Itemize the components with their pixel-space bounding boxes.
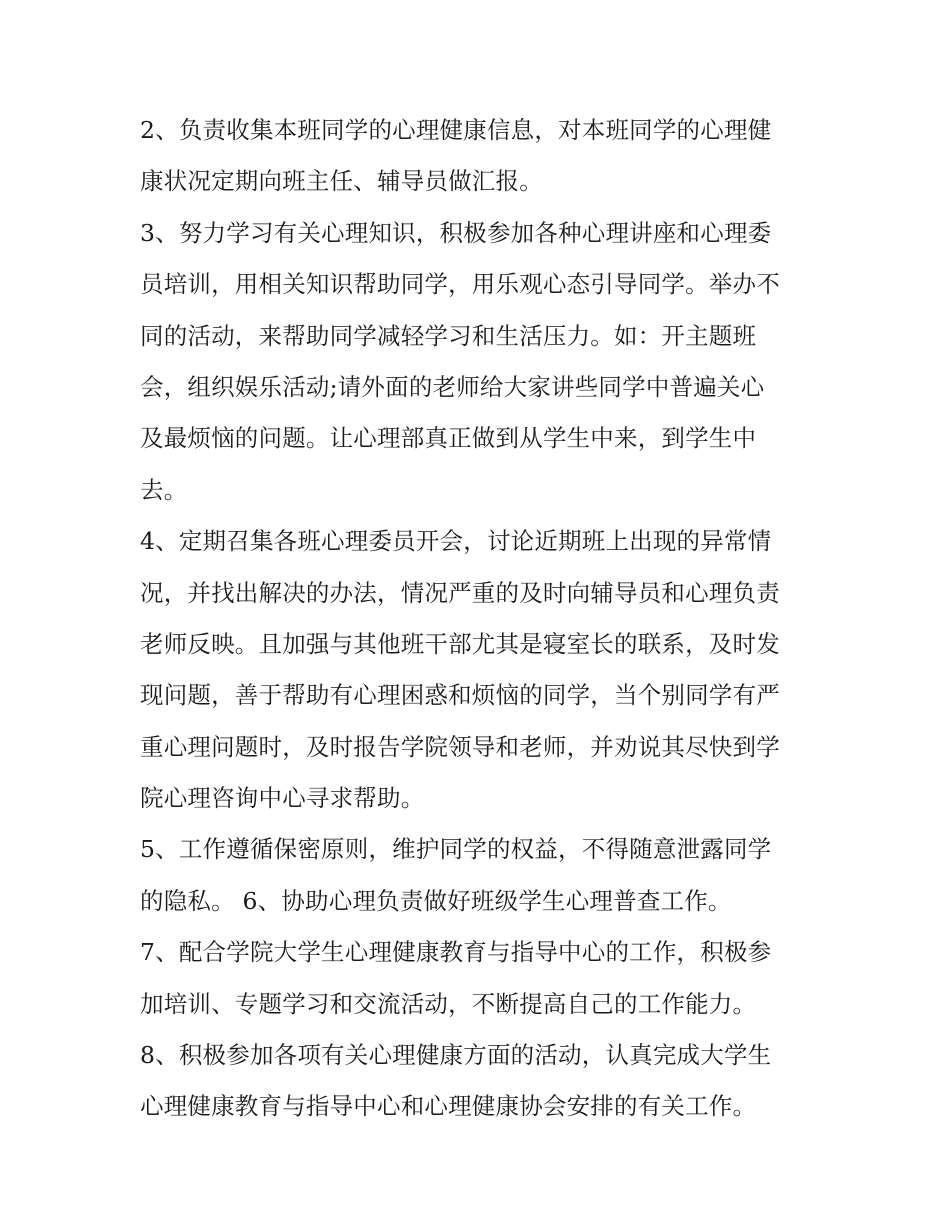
text-line: 的隐私。 6、协助心理负责做好班级学生心理普查工作。: [140, 886, 732, 915]
text-line: 心理健康教育与指导中心和心理健康协会安排的有关工作。: [140, 1092, 757, 1121]
text-line: 老师反映。且加强与其他班干部尤其是寝室长的联系，及时发: [140, 629, 780, 658]
text-line: 康状况定期向班主任、辅导员做汇报。: [140, 167, 543, 196]
text-line: 2、负责收集本班同学的心理健康信息，对本班同学的心理健: [140, 116, 772, 144]
text-line: 5、工作遵循保密原则，维护同学的权益，不得随意泄露同学: [140, 835, 772, 864]
text-line: 及最烦恼的问题。让心理部真正做到从学生中来，到学生中: [140, 424, 757, 453]
text-line: 7、配合学院大学生心理健康教育与指导中心的工作，积极参: [140, 938, 772, 967]
text-line: 况，并找出解决的办法，情况严重的及时向辅导员和心理负责: [140, 578, 780, 607]
text-line: 会，组织娱乐活动;请外面的老师给大家讲些同学中普遍关心: [140, 372, 765, 401]
text-line: 8、积极参加各项有关心理健康方面的活动，认真完成大学生: [140, 1041, 772, 1070]
text-line: 同的活动，来帮助同学减轻学习和生活压力。如：开主题班: [140, 321, 757, 350]
text-line: 加培训、专题学习和交流活动，不断提高自己的工作能力。: [140, 989, 757, 1018]
text-line: 现问题，善于帮助有心理困惑和烦恼的同学，当个别同学有严: [140, 681, 780, 710]
text-line: 去。: [140, 475, 188, 504]
text-line: 重心理问题时，及时报告学院领导和老师，并劝说其尽快到学: [140, 732, 780, 761]
text-line: 3、努力学习有关心理知识，积极参加各种心理讲座和心理委: [140, 218, 772, 247]
document-body: [140, 105, 820, 1133]
text-line: 院心理咨询中心寻求帮助。: [140, 784, 425, 813]
text-line: 员培训，用相关知识帮助同学，用乐观心态引导同学。举办不: [140, 270, 780, 299]
text-line: 4、定期召集各班心理委员开会，讨论近期班上出现的异常情: [140, 527, 772, 556]
